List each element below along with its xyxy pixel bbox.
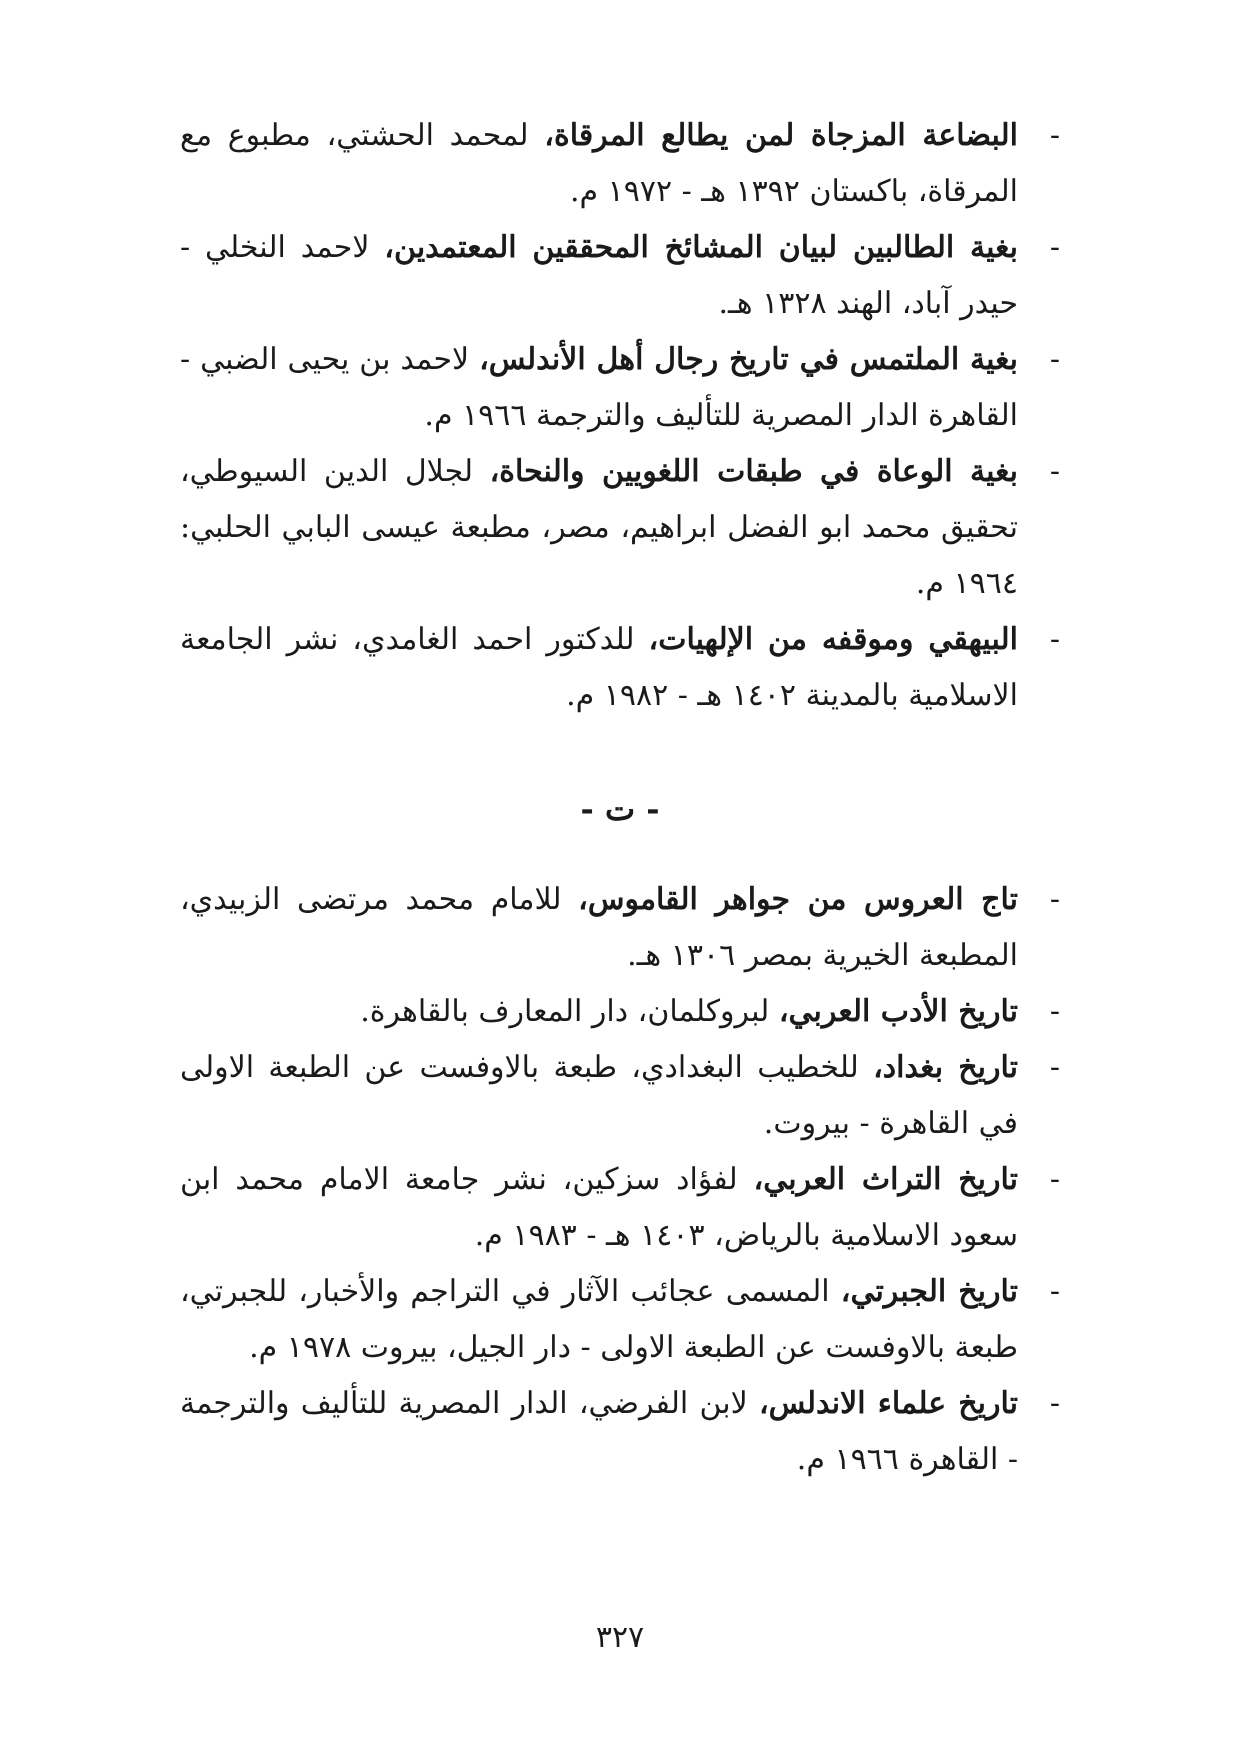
bibliography-entry [180, 444, 1060, 612]
bibliography-entry [180, 220, 1060, 332]
entry-title: تاريخ التراث العربي، [753, 1162, 1018, 1197]
bibliography-section-ba [180, 108, 1060, 724]
entry-details: لجلال الدين السيوطي، تحقيق محمد ابو الفضل ابراهيم، مصر، مطبعة عيسى البابي الحلبي: ١٩٦٤ م. [180, 454, 1018, 601]
bibliography-entry [180, 1264, 1060, 1376]
entry-title: بغية الطالبين لبيان المشائخ المحققين المعتمدين، [384, 230, 1018, 265]
entry-dash: - [1049, 882, 1060, 917]
page-number: ٣٢٧ [595, 1620, 645, 1655]
entry-dash: - [1049, 1050, 1060, 1085]
entry-details: للامام محمد مرتضى الزبيدي، المطبعة الخيرية بمصر ١٣٠٦ هـ. [180, 882, 1018, 973]
entry-title: تاج العروس من جواهر القاموس، [578, 882, 1018, 917]
entry-dash: - [1049, 1162, 1060, 1197]
entry-details: لاحمد النخلي - حيدر آباد، الهند ١٣٢٨ هـ. [180, 230, 1018, 321]
entry-title: بغية الوعاة في طبقات اللغويين والنحاة، [489, 454, 1018, 489]
entry-title: بغية الملتمس في تاريخ رجال أهل الأندلس، [479, 342, 1018, 377]
bibliography-entry [180, 1040, 1060, 1152]
entry-dash: - [1049, 230, 1060, 265]
entry-details: لاحمد بن يحيى الضبي - القاهرة الدار المصرية للتأليف والترجمة ١٩٦٦ م. [180, 342, 1018, 433]
entry-details: لفؤاد سزكين، نشر جامعة الامام محمد ابن سعود الاسلامية بالرياض، ١٤٠٣ هـ - ١٩٨٣ م. [180, 1162, 1018, 1253]
entry-dash: - [1049, 1274, 1060, 1309]
bibliography-section-ta [180, 872, 1060, 1488]
bibliography-entry [180, 1376, 1060, 1488]
bibliography-entry [180, 984, 1060, 1040]
entry-dash: - [1049, 994, 1060, 1029]
entry-details: للخطيب البغدادي، طبعة بالاوفست عن الطبعة الاولى في القاهرة - بيروت. [180, 1050, 1018, 1141]
bibliography-entry [180, 1152, 1060, 1264]
entry-dash: - [1049, 342, 1060, 377]
entry-dash: - [1049, 118, 1060, 153]
entry-dash: - [1049, 1386, 1060, 1421]
bibliography-entry [180, 332, 1060, 444]
section-letter-heading: - ت - [580, 790, 660, 828]
entry-title: تاريخ الأدب العربي، [778, 994, 1018, 1029]
entry-details: المسمى عجائب الآثار في التراجم والأخبار، للجبرتي، طبعة بالاوفست عن الطبعة الاولى - دار الجيل، بيروت ١٩٧٨ م. [180, 1274, 1018, 1365]
entry-title: تاريخ الجبرتي، [840, 1274, 1018, 1309]
entry-details: لبروكلمان، دار المعارف بالقاهرة. [360, 994, 779, 1029]
entry-dash: - [1049, 454, 1060, 489]
entry-dash: - [1049, 622, 1060, 657]
bibliography-entry [180, 872, 1060, 984]
entry-details: لمحمد الحشتي، مطبوع مع المرقاة، باكستان ١٣٩٢ هـ - ١٩٧٢ م. [180, 118, 1018, 209]
entry-details: للدكتور احمد الغامدي، نشر الجامعة الاسلامية بالمدينة ١٤٠٢ هـ - ١٩٨٢ م. [180, 622, 1018, 713]
entry-title: البيهقي وموقفه من الإلهيات، [648, 622, 1019, 657]
entry-title: البضاعة المزجاة لمن يطالع المرقاة، [544, 118, 1018, 153]
bibliography-entry [180, 108, 1060, 220]
entry-title: تاريخ علماء الاندلس، [758, 1386, 1018, 1421]
entry-details: لابن الفرضي، الدار المصرية للتأليف والترجمة - القاهرة ١٩٦٦ م. [180, 1386, 1018, 1477]
entry-title: تاريخ بغداد، [873, 1050, 1019, 1085]
bibliography-entry [180, 612, 1060, 724]
